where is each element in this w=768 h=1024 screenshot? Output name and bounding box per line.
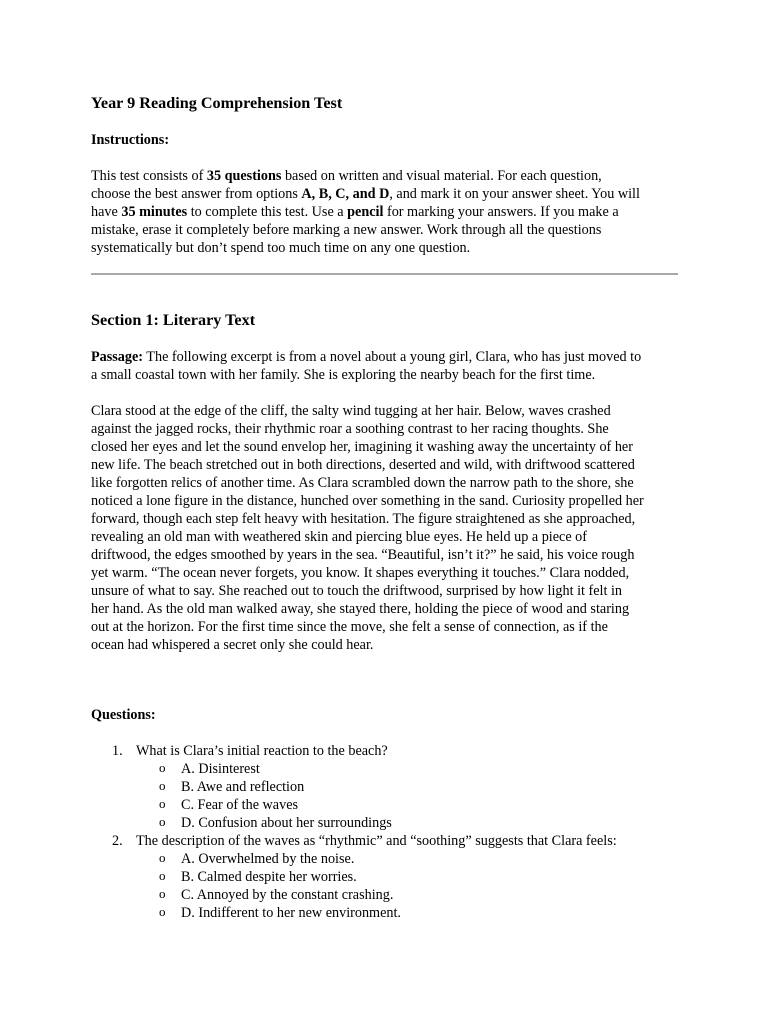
passage-line: noticed a lone figure in the distance, hunched over something in the sand. Curiosity propelled her <box>91 493 644 509</box>
answer-option <box>91 796 681 814</box>
answer-option <box>91 760 681 778</box>
instructions-line <box>91 239 681 257</box>
option-text: C. Fear of the waves <box>181 797 299 813</box>
instructions-label: Instructions: <box>91 132 170 148</box>
text-run: choose the best answer from options <box>91 186 302 202</box>
passage-line: new life. The beach stretched out in both directions, deserted and wild, with driftwood scattered <box>91 457 635 473</box>
passage-line: ocean had whispered a secret only she could hear. <box>91 637 374 653</box>
option-text: A. Disinterest <box>181 761 260 777</box>
bullet-icon: o <box>159 760 166 775</box>
answer-option <box>91 886 681 904</box>
passage-line: out at the horizon. For the first time since the move, she felt a sense of connection, as if the <box>91 619 608 635</box>
passage-line: Clara stood at the edge of the cliff, the salty wind tugging at her hair. Below, waves crashed <box>91 403 611 419</box>
answer-option <box>91 904 681 922</box>
question-text: The description of the waves as “rhythmic” and “soothing” suggests that Clara feels: <box>136 833 617 849</box>
passage-line: revealing an old man with weathered skin and piercing blue eyes. He held up a piece of <box>91 529 587 545</box>
page-title: Year 9 Reading Comprehension Test <box>91 94 343 112</box>
question-text: What is Clara’s initial reaction to the beach? <box>136 743 388 759</box>
instructions-line <box>91 185 681 203</box>
answer-option <box>91 814 681 832</box>
instructions-paragraph <box>91 167 681 257</box>
passage-line: driftwood, the edges smoothed by years in the sea. “Beautiful, isn’t it?” he said, his voice rough <box>91 547 635 563</box>
emphasis-text: pencil <box>347 204 384 220</box>
passage-line: forward, though each step felt heavy with hesitation. The figure straightened as she approached, <box>91 511 636 527</box>
question-item <box>91 742 681 760</box>
emphasis-text: 35 questions <box>206 168 282 184</box>
option-text: C. Annoyed by the constant crashing. <box>181 887 394 903</box>
text-run: mistake, erase it completely before marking a new answer. Work through all the questions <box>91 222 602 238</box>
passage-intro-line <box>91 366 681 384</box>
answer-option <box>91 850 681 868</box>
question-number: 2. <box>112 833 123 849</box>
instructions-line <box>91 167 681 185</box>
text-run: This test consists of <box>91 168 207 184</box>
bullet-icon: o <box>159 868 166 883</box>
emphasis-text: Passage: <box>91 349 144 365</box>
option-text: B. Awe and reflection <box>181 779 305 795</box>
horizontal-divider <box>91 273 678 275</box>
text-run: to complete this test. Use a <box>187 204 348 220</box>
text-run: based on written and visual material. For each question, <box>281 168 602 184</box>
question-list <box>91 742 681 922</box>
bullet-icon: o <box>159 904 166 919</box>
passage-line: yet warm. “The ocean never forgets, you know. It shapes everything it touches.” Clara nodded, <box>91 565 630 581</box>
passage-line: her hand. As the old man walked away, she stayed there, holding the piece of wood and staring <box>91 601 630 617</box>
option-text: A. Overwhelmed by the noise. <box>181 851 355 867</box>
bullet-icon: o <box>159 814 166 829</box>
instructions-line <box>91 221 681 239</box>
question-number: 1. <box>112 743 123 759</box>
emphasis-text: A, B, C, and D <box>301 186 390 202</box>
answer-option <box>91 778 681 796</box>
instructions-line <box>91 203 681 221</box>
passage-intro <box>91 348 681 384</box>
emphasis-text: 35 minutes <box>121 204 188 220</box>
question-item <box>91 832 681 850</box>
bullet-icon: o <box>159 886 166 901</box>
section-title: Section 1: Literary Text <box>91 311 256 329</box>
text-run: for marking your answers. If you make a <box>383 204 619 220</box>
option-text: B. Calmed despite her worries. <box>181 869 357 885</box>
passage-text <box>91 402 681 654</box>
passage-line: unsure of what to say. She reached out to touch the driftwood, surprised by how light it felt in <box>91 583 623 599</box>
answer-option <box>91 868 681 886</box>
option-text: D. Indifferent to her new environment. <box>181 905 401 921</box>
text-run: have <box>91 204 122 220</box>
text-run: a small coastal town with her family. She is exploring the nearby beach for the first time. <box>91 367 596 383</box>
text-run: , and mark it on your answer sheet. You will <box>389 186 640 202</box>
option-text: D. Confusion about her surroundings <box>181 815 392 831</box>
passage-intro-line <box>91 348 681 366</box>
passage-line: like forgotten relics of another time. As Clara scrambled down the narrow path to the shore, she <box>91 475 634 491</box>
bullet-icon: o <box>159 778 166 793</box>
passage-line: closed her eyes and let the sound envelop her, imagining it washing away the uncertainty of her <box>91 439 633 455</box>
bullet-icon: o <box>159 850 166 865</box>
bullet-icon: o <box>159 796 166 811</box>
text-run: The following excerpt is from a novel about a young girl, Clara, who has just moved to <box>143 349 642 365</box>
questions-label: Questions: <box>91 707 156 723</box>
passage-line: against the jagged rocks, their rhythmic roar a soothing contrast to her racing thoughts. She <box>91 421 609 437</box>
text-run: systematically but don’t spend too much time on any one question. <box>91 240 471 256</box>
